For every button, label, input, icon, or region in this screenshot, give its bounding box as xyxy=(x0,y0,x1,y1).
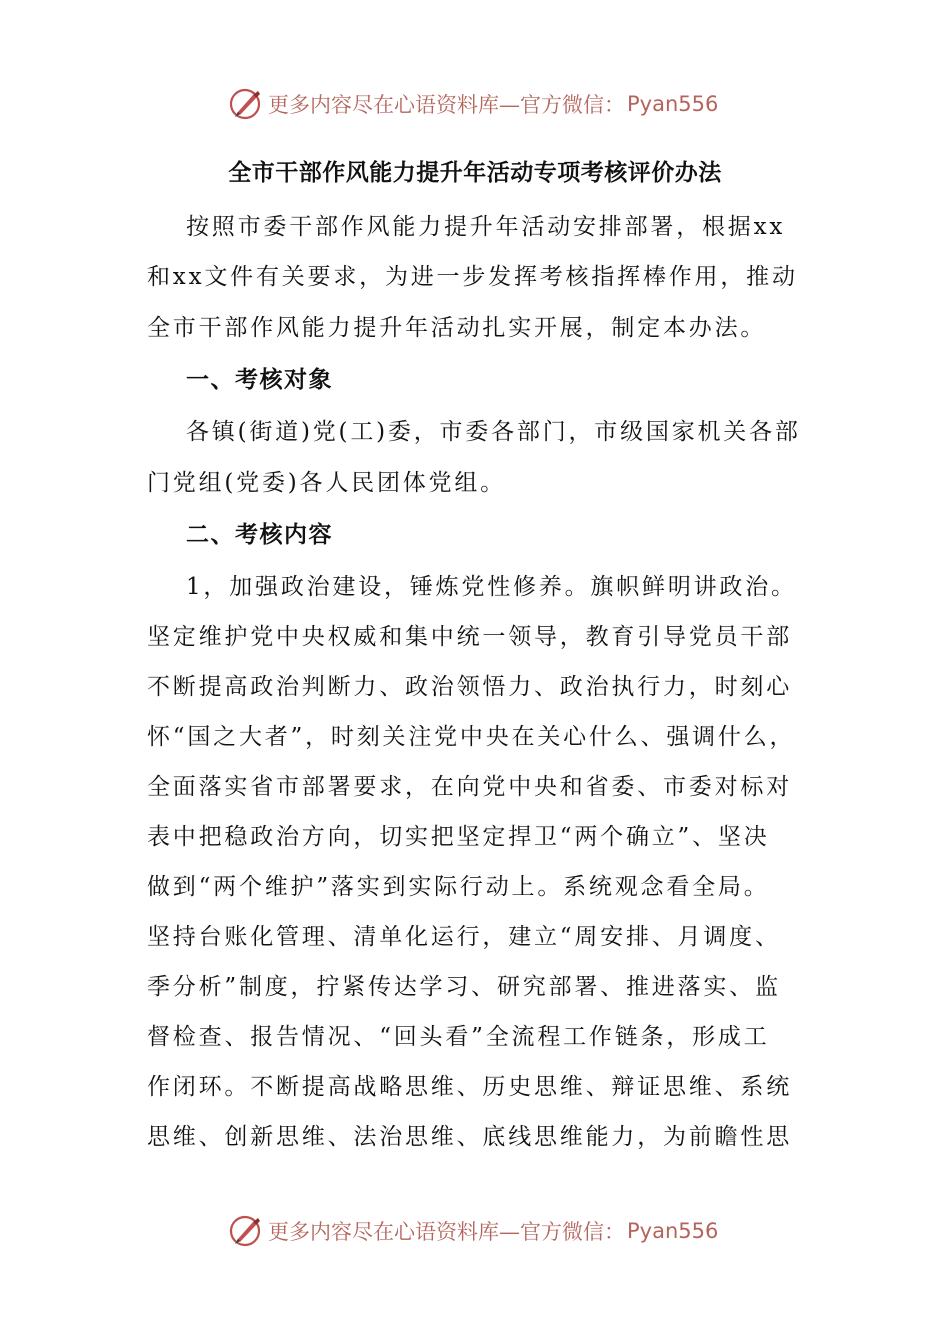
paragraph-line: 门党组(党委)各人民团体党组。 xyxy=(147,470,506,496)
paragraph-line: 按照市委干部作风能力提升年活动安排部署，根据xx xyxy=(186,214,786,240)
paragraph-line: 做到“两个维护”落实到实际行动上。系统观念看全局。 xyxy=(147,874,770,900)
paragraph-line: 坚定维护党中央权威和集中统一领导，教育引导党员干部 xyxy=(147,624,792,650)
paragraph-line: 督检查、报告情况、“回头看”全流程工作链条，形成工 xyxy=(147,1024,770,1050)
paragraph-line: 各镇(街道)党(工)委，市委各部门，市级国家机关各部 xyxy=(186,419,801,445)
paragraph-line: 作闭环。不断提高战略思维、历史思维、辩证思维、系统 xyxy=(147,1074,792,1100)
paragraph-line: 全面落实省市部署要求，在向党中央和省委、市委对标对 xyxy=(147,774,792,800)
watermark-contact: Pyan556 xyxy=(627,1219,719,1243)
pen-logo-icon xyxy=(228,1213,264,1249)
paragraph-line: 表中把稳政治方向，切实把坚定捍卫“两个确立”、坚决 xyxy=(147,824,770,850)
paragraph-line: 和xx文件有关要求，为进一步发挥考核指挥棒作用，推动 xyxy=(147,264,798,290)
pen-logo-icon xyxy=(228,86,264,122)
watermark-banner-top xyxy=(228,84,718,124)
watermark-text: 更多内容尽在心语资料库—官方微信： xyxy=(268,93,625,117)
paragraph-line: 坚持台账化管理、清单化运行，建立“周安排、月调度、 xyxy=(147,924,781,950)
paragraph-line: 怀“国之大者”，时刻关注党中央在关心什么、强调什么， xyxy=(147,724,796,750)
watermark-text: 更多内容尽在心语资料库—官方微信： xyxy=(268,1220,625,1244)
document-title: 全市干部作风能力提升年活动专项考核评价办法 xyxy=(228,160,722,186)
paragraph-line: 思维、创新思维、法治思维、底线思维能力，为前瞻性思 xyxy=(147,1124,792,1150)
paragraph-line: 不断提高政治判断力、政治领悟力、政治执行力，时刻心 xyxy=(147,674,792,700)
paragraph-line: 全市干部作风能力提升年活动扎实开展，制定本办法。 xyxy=(147,315,767,341)
section-heading: 二、考核内容 xyxy=(186,522,333,548)
paragraph-line: 季分析”制度，拧紧传达学习、研究部署、推进落实、监 xyxy=(147,974,781,1000)
watermark-contact: Pyan556 xyxy=(627,92,719,116)
section-heading: 一、考核对象 xyxy=(186,367,333,393)
watermark-banner-bottom xyxy=(228,1211,718,1251)
paragraph-line: 1，加强政治建设，锤炼党性修养。旗帜鲜明讲政治。 xyxy=(186,574,797,600)
